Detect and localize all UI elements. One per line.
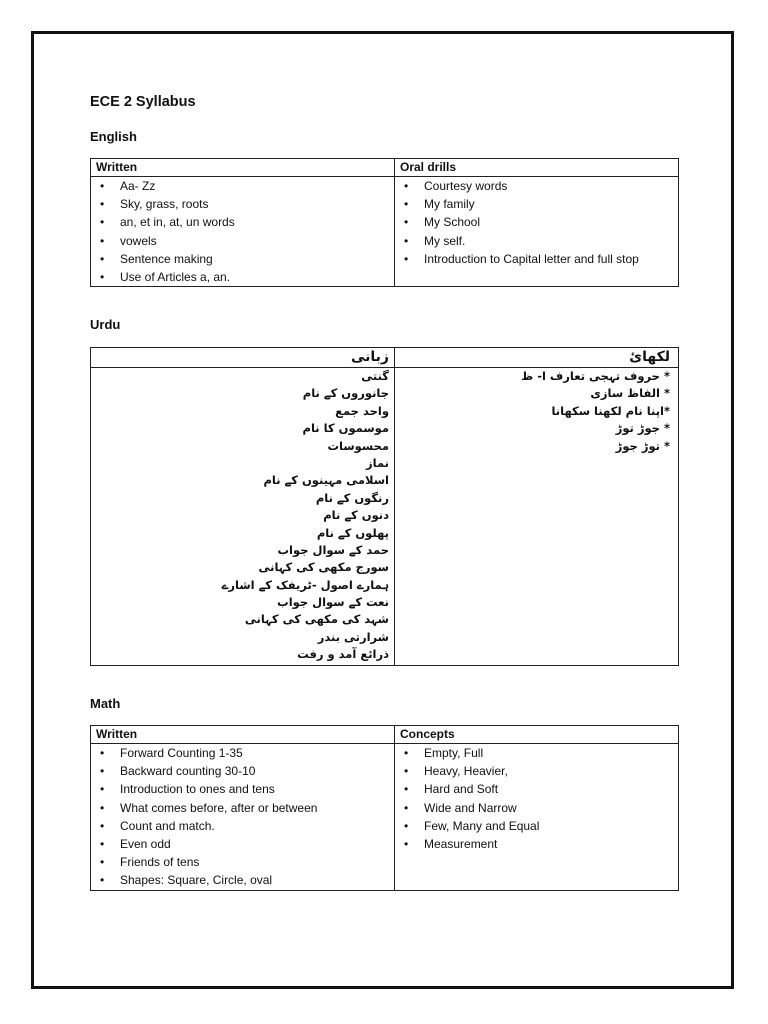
urdu-zubani-item: رنگوں کے نام [315,490,389,505]
urdu-heading: Urdu [90,317,121,332]
urdu-zubani-item: موسموں کا نام [302,421,389,436]
math-written-item: • What comes before, after or between [96,799,389,817]
urdu-zubani-item: پھلوں کے نام [316,525,389,540]
urdu-zubani-item: دنوں کے نام [323,508,389,523]
math-written-item: • Friends of tens [96,853,389,871]
urdu-zubani-item: حمد کے سوال جواب [277,542,389,557]
urdu-zubani-item: گنتی [361,369,389,383]
math-concepts-list [400,744,673,853]
urdu-zubani-item: اسلامی مہینوں کے نام [263,473,389,488]
urdu-zubani-item: شرارتی بندر [317,629,389,644]
english-oral-item: • Courtesy words [400,177,673,195]
math-concepts-item: • Wide and Narrow [400,799,673,817]
math-concepts-header: Concepts [395,726,679,744]
urdu-zubani-item: ہمارے اصول -ٹریفک کے اشارے [221,577,389,592]
english-oral-header: Oral drills [395,159,679,177]
urdu-zubani-item: محسوسات [327,438,389,453]
english-oral-item: • My School [400,213,673,231]
urdu-zubani-item: شہد کی مکھی کی کہانی [244,612,389,627]
urdu-likhai-cell [395,368,679,666]
urdu-likhai-item: * توڑ جوڑ [615,438,670,453]
math-concepts-cell [395,744,679,891]
math-concepts-item: • Heavy, Heavier, [400,762,673,780]
urdu-zubani-item: جانوروں کے نام [302,386,389,401]
math-written-item: • Backward counting 30-10 [96,762,389,780]
math-written-header: Written [91,726,395,744]
english-written-item: • an, et in, at, un words [96,213,389,231]
english-oral-item: • My self. [400,232,673,250]
urdu-likhai-list [400,368,670,455]
urdu-zubani-header: زبانی [91,348,395,368]
english-oral-list [400,177,673,268]
document-title: ECE 2 Syllabus [90,94,196,110]
english-written-item: • Use of Articles a, an. [96,268,389,286]
math-written-cell [91,744,395,891]
urdu-zubani-item: نماز [366,455,389,470]
english-oral-cell [395,177,679,287]
math-table [90,725,679,891]
urdu-zubani-item: سورج مکھی کی کہانی [258,560,389,575]
urdu-likhai-item: * جوڑ توڑ [615,421,670,436]
urdu-table [90,347,679,666]
english-written-item: • Sentence making [96,250,389,268]
math-written-item: • Introduction to ones and tens [96,780,389,798]
urdu-zubani-item: ذرائع آمد و رفت [297,647,389,662]
math-written-item: • Shapes: Square, Circle, oval [96,871,389,889]
math-concepts-item: • Empty, Full [400,744,673,762]
math-written-item: • Even odd [96,835,389,853]
english-oral-item: • My family [400,195,673,213]
math-written-item: • Count and match. [96,817,389,835]
english-written-item: • Sky, grass, roots [96,195,389,213]
urdu-likhai-item: * الفاظ سازی [590,386,670,401]
math-written-item: • Forward Counting 1-35 [96,744,389,762]
english-written-item: • vowels [96,232,389,250]
urdu-zubani-cell [91,368,395,666]
urdu-zubani-item: نعت کے سوال جواب [277,595,389,610]
urdu-likhai-header: لکھائ [395,348,679,368]
english-written-item: • Aa- Zz [96,177,389,195]
math-concepts-item: • Few, Many and Equal [400,817,673,835]
urdu-zubani-list [96,368,389,664]
urdu-zubani-item: واحد جمع [335,403,389,418]
math-concepts-item: • Hard and Soft [400,780,673,798]
math-heading: Math [90,696,121,711]
math-concepts-item: • Measurement [400,835,673,853]
english-oral-item: • Introduction to Capital letter and full stop [400,250,673,268]
english-table [90,158,679,287]
english-heading: English [90,129,137,144]
math-written-list [96,744,389,890]
urdu-likhai-item: * حروف تہجی تعارف ا- ظ [521,369,670,383]
english-written-list [96,177,389,286]
english-written-header: Written [91,159,395,177]
english-written-cell [91,177,395,287]
urdu-likhai-item: *اپنا نام لکھنا سکھانا [551,403,670,418]
